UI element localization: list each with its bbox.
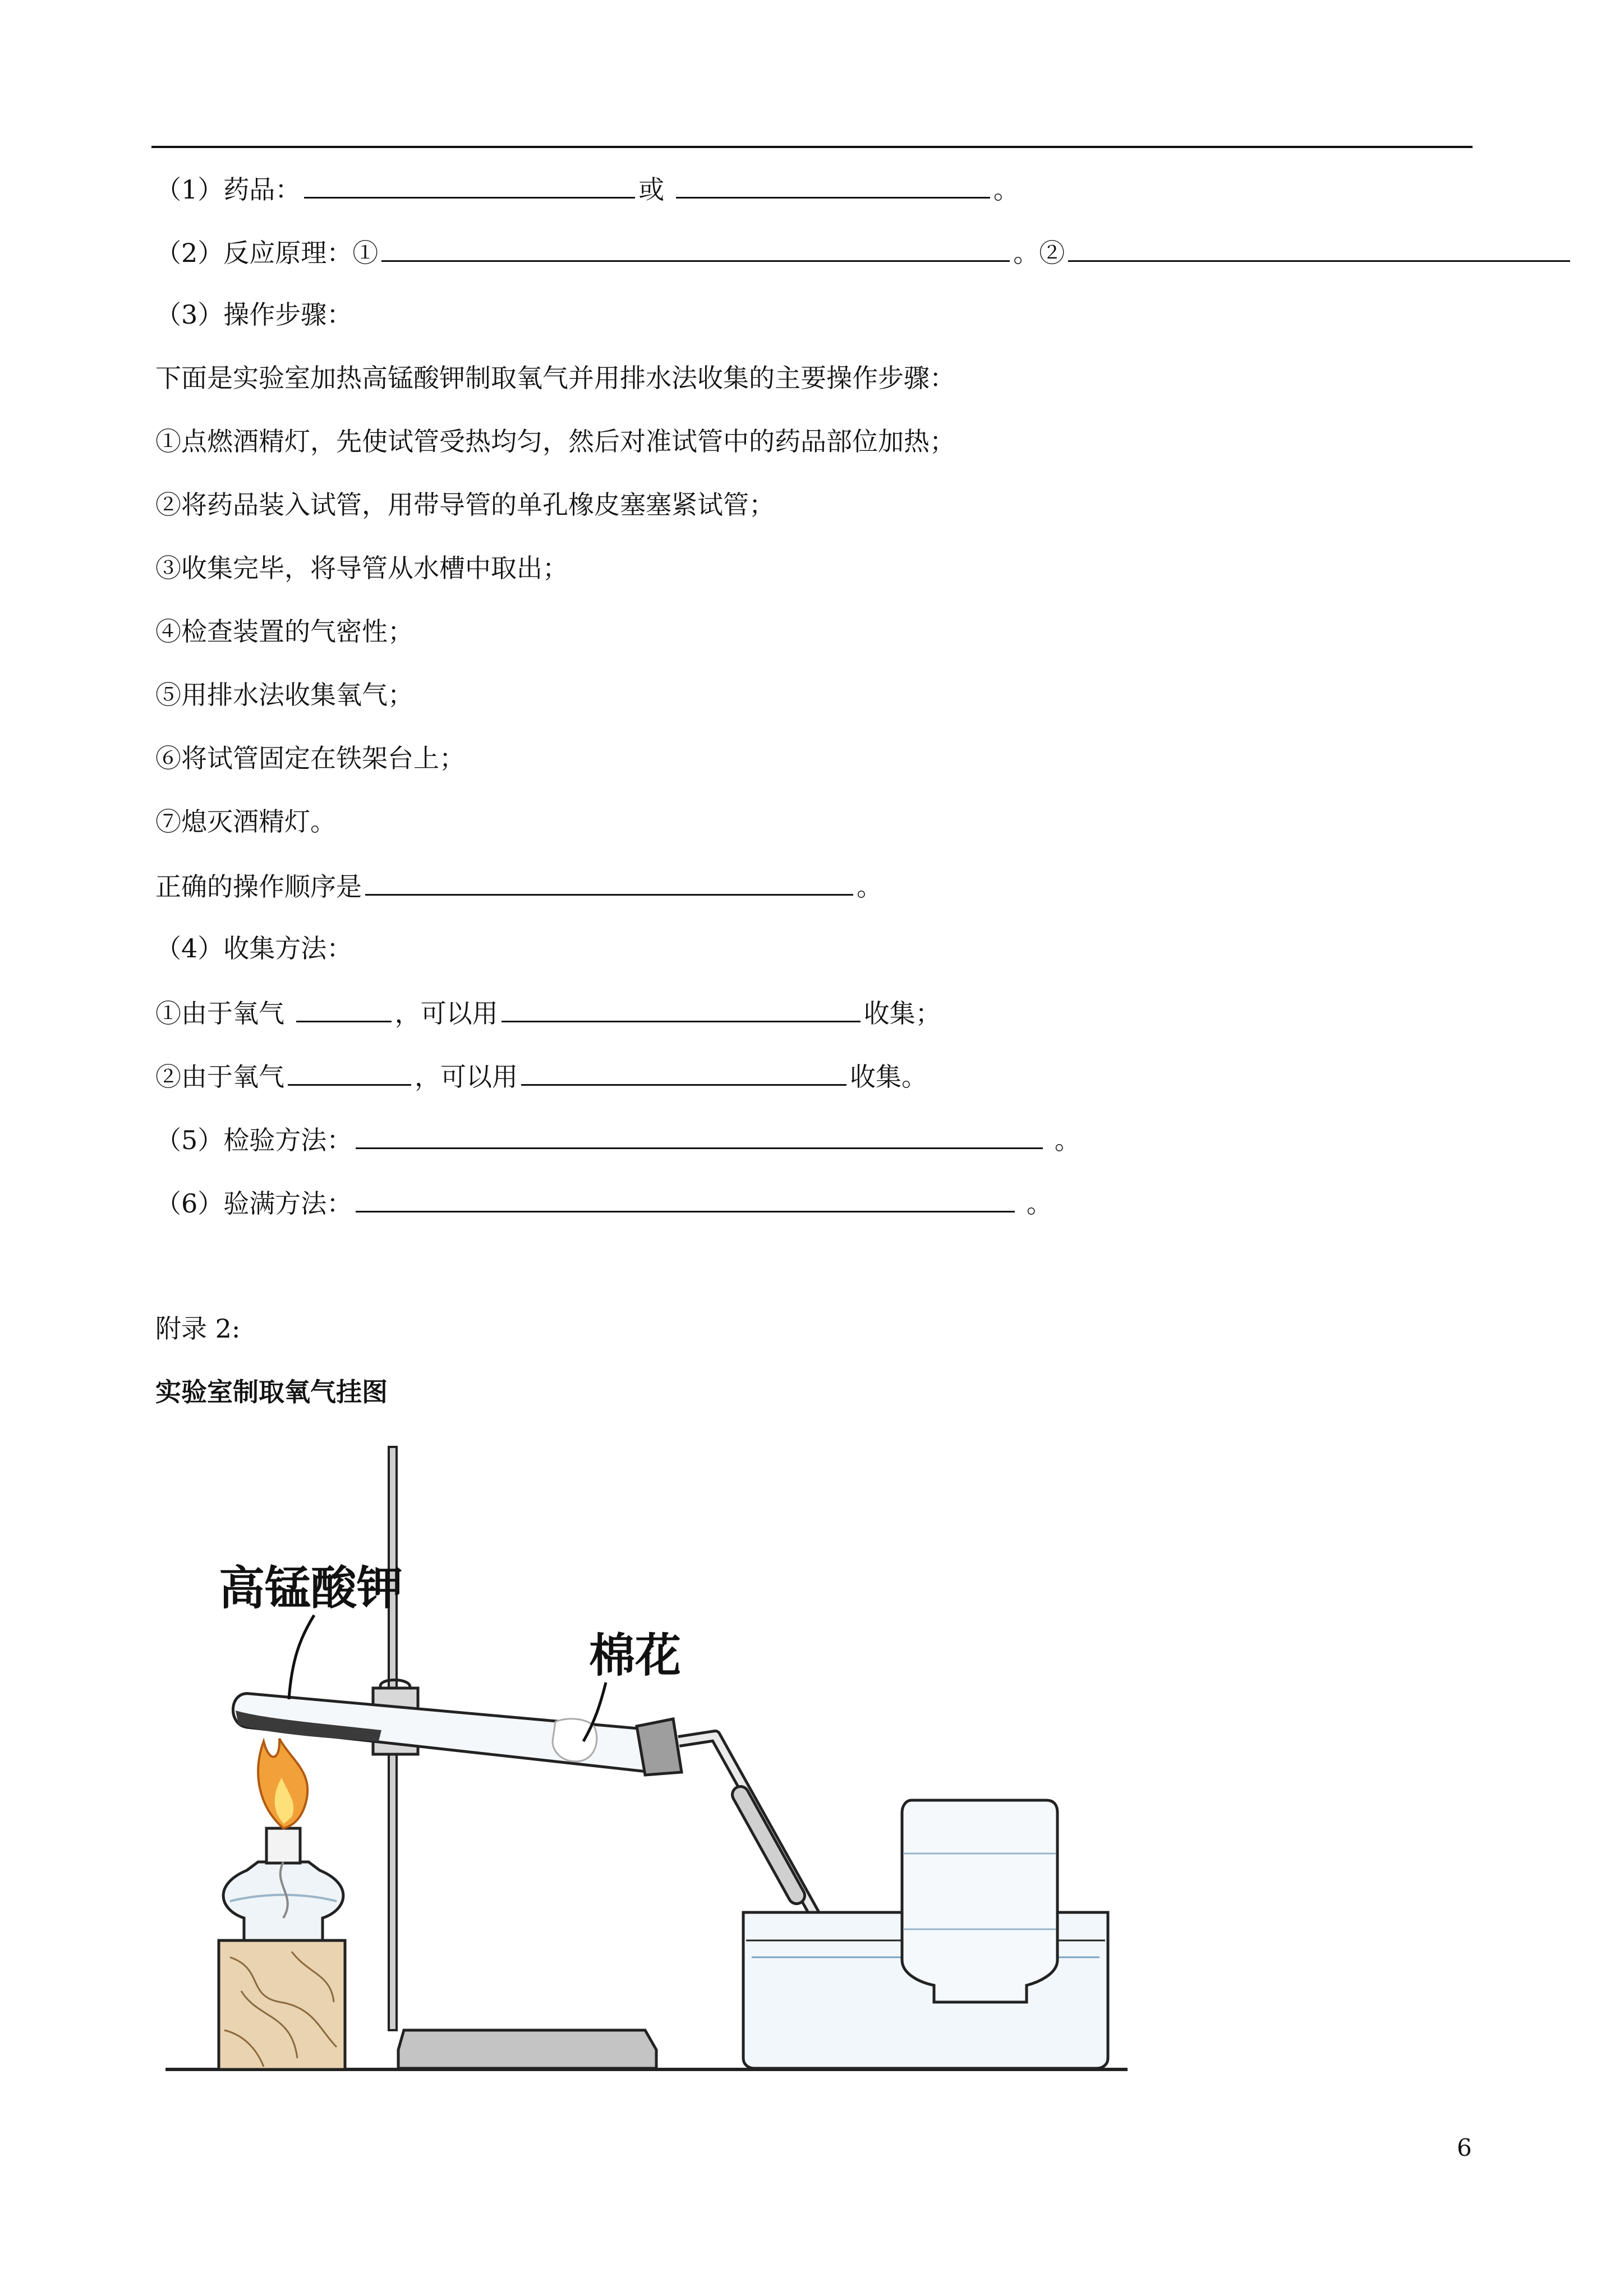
collect-2-mid: ，可以用 bbox=[415, 1062, 518, 1092]
figure-title: 实验室制取氧气挂图 bbox=[155, 1377, 388, 1407]
period: 。 bbox=[1046, 1125, 1080, 1155]
method-blank-2[interactable] bbox=[521, 1058, 846, 1086]
item-5-label: （5）检验方法： bbox=[155, 1125, 353, 1155]
collect-2-prefix: ②由于氧气 bbox=[155, 1062, 284, 1092]
equation-blank-2[interactable] bbox=[1068, 234, 1570, 262]
alcohol-lamp-icon bbox=[223, 1828, 343, 1940]
period: 。 bbox=[1018, 1188, 1052, 1219]
cotton-icon bbox=[553, 1719, 597, 1762]
step-6: ⑥将试管固定在铁架台上； bbox=[155, 743, 465, 773]
item-4-heading: （4）收集方法： bbox=[155, 933, 353, 963]
header-rule bbox=[151, 146, 1473, 148]
item-1-reagents bbox=[155, 171, 1019, 205]
step-5: ⑤用排水法收集氧气； bbox=[155, 680, 413, 710]
property-blank-1[interactable] bbox=[296, 995, 392, 1022]
property-blank-2[interactable] bbox=[288, 1058, 411, 1086]
kmno4-label: 高锰酸钾 bbox=[219, 1562, 403, 1615]
cotton-label: 棉花 bbox=[589, 1629, 682, 1682]
period: 。 bbox=[857, 872, 882, 902]
period: 。 bbox=[993, 174, 1019, 205]
item-1-label: （1）药品： bbox=[155, 174, 301, 205]
equation-blank-1[interactable] bbox=[381, 234, 1010, 262]
reagent-blank-1[interactable] bbox=[304, 171, 635, 199]
appendix-label: 附录 2: bbox=[155, 1313, 241, 1344]
step-7: ⑦熄灭酒精灯。 bbox=[155, 806, 336, 837]
steps-intro: 下面是实验室加热高锰酸钾制取氧气并用排水法收集的主要操作步骤： bbox=[155, 363, 955, 393]
collect-1-suffix: 收集； bbox=[863, 998, 941, 1029]
test-blank[interactable] bbox=[356, 1122, 1043, 1149]
collect-2-suffix: 收集。 bbox=[850, 1062, 927, 1092]
reagent-blank-2[interactable] bbox=[676, 171, 990, 199]
order-label: 正确的操作顺序是 bbox=[155, 872, 362, 902]
order-blank[interactable] bbox=[365, 868, 853, 896]
step-2: ②将药品装入试管，用带导管的单孔橡皮塞塞紧试管； bbox=[155, 490, 775, 520]
step-3: ③收集完毕，将导管从水槽中取出； bbox=[155, 553, 568, 583]
oxygen-apparatus-figure bbox=[151, 1436, 1139, 2086]
page-number: 6 bbox=[1457, 2134, 1472, 2161]
flame-icon bbox=[258, 1739, 307, 1828]
or-text: 或 bbox=[638, 174, 665, 205]
gas-bottle-icon bbox=[902, 1800, 1057, 2002]
wooden-block-icon bbox=[219, 1940, 345, 2069]
full-check-blank[interactable] bbox=[356, 1185, 1015, 1212]
item-5-test bbox=[155, 1122, 1080, 1155]
kmno4-pointer bbox=[289, 1615, 314, 1699]
collect-1-mid: ，可以用 bbox=[394, 998, 498, 1029]
item-6-label: （6）验满方法： bbox=[155, 1188, 353, 1219]
order-question bbox=[155, 868, 882, 902]
item-6-full-check bbox=[155, 1185, 1052, 1219]
step-1: ①点燃酒精灯，先使试管受热均匀，然后对准试管中的药品部位加热； bbox=[155, 426, 955, 457]
item-3-heading: （3）操作步骤： bbox=[155, 299, 353, 330]
item-2-label: （2）反应原理：① bbox=[155, 238, 379, 268]
collect-method-2 bbox=[155, 1058, 927, 1092]
collect-method-1 bbox=[155, 995, 941, 1029]
item-2-principle bbox=[155, 234, 1570, 268]
step-4: ④检查装置的气密性； bbox=[155, 616, 413, 647]
equation-separator: 。② bbox=[1013, 238, 1065, 268]
collect-1-prefix: ①由于氧气 bbox=[155, 998, 293, 1029]
method-blank-1[interactable] bbox=[502, 995, 861, 1022]
rubber-stopper-icon bbox=[637, 1719, 682, 1775]
